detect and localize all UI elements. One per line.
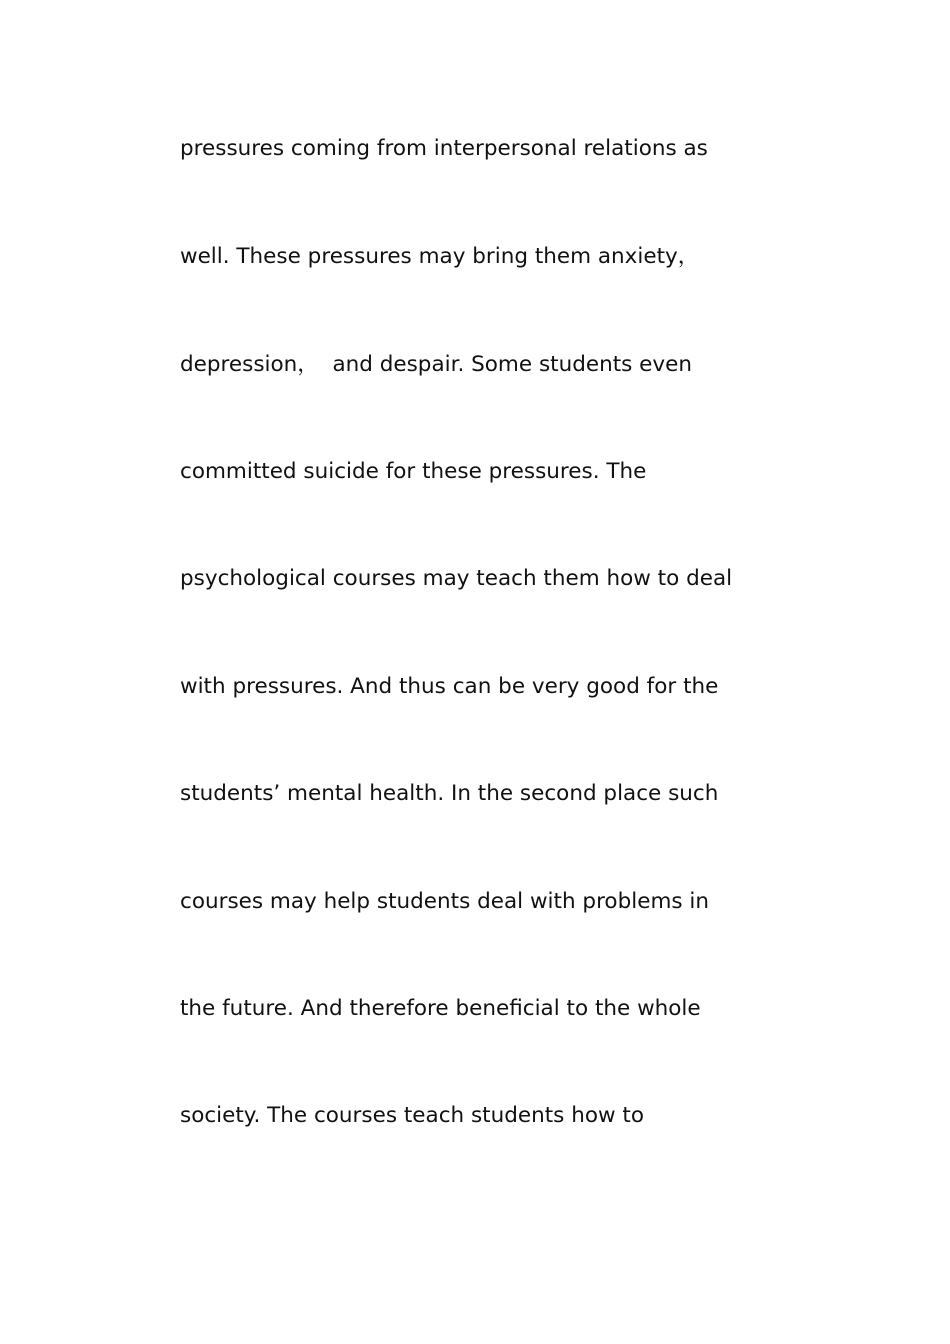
text-line: depression， and despair. Some students even: [180, 352, 692, 377]
text-line: the future. And therefore beneficial to the whole: [180, 996, 701, 1021]
text-line: students’ mental health. In the second place such: [180, 781, 719, 806]
text-line: pressures coming from interpersonal relations as: [180, 136, 708, 161]
text-line: psychological courses may teach them how to deal: [180, 566, 733, 591]
text-line: well. These pressures may bring them anxiety，: [180, 244, 700, 269]
text-line: committed suicide for these pressures. The: [180, 459, 647, 484]
text-line: courses may help students deal with problems in: [180, 889, 710, 914]
text-line: society. The courses teach students how to: [180, 1103, 644, 1128]
text-line: with pressures. And thus can be very good for the: [180, 674, 719, 699]
